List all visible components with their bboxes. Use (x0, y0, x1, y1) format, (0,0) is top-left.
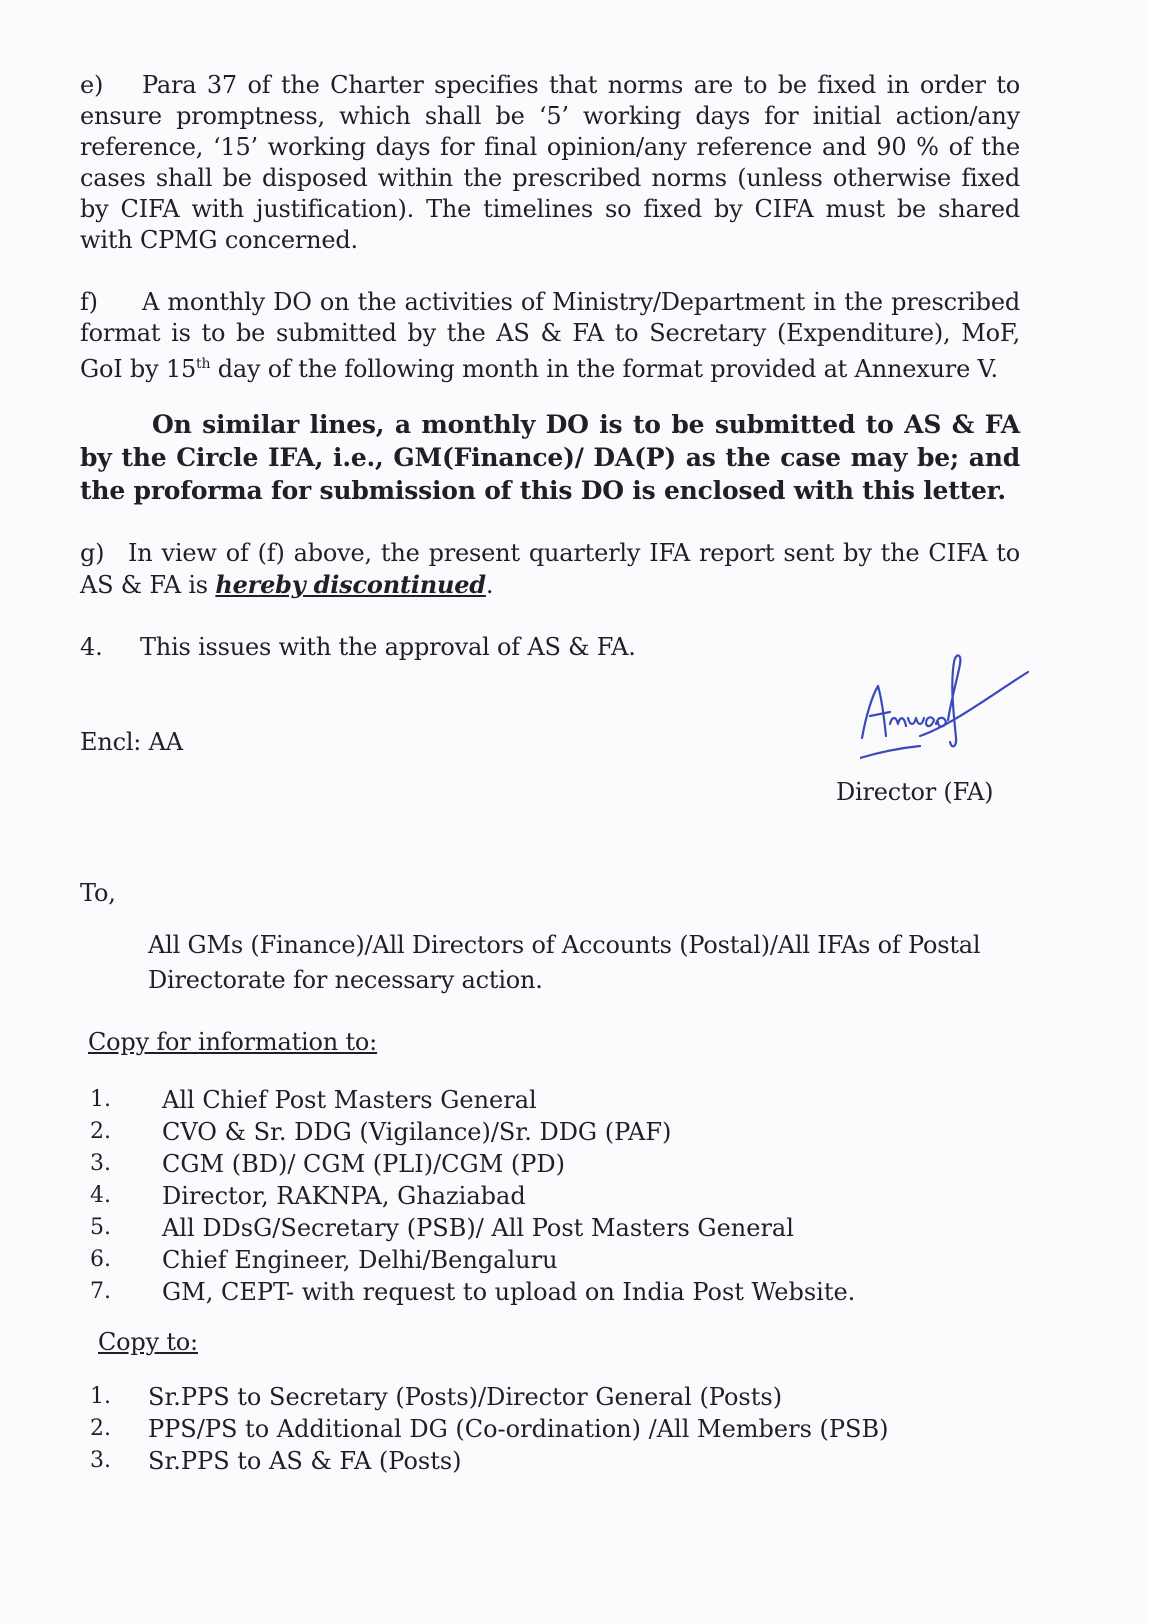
copy-info-heading: Copy for information to: (88, 1028, 378, 1056)
paragraph-text: In view of (f) above, the present quarterly IFA report sent by the CIFA to AS & FA is (80, 539, 1020, 599)
list-text: PPS/PS to Additional DG (Co-ordination) /All Members (PSB) (148, 1415, 889, 1443)
list-number: 2. (90, 1119, 111, 1144)
paragraph-e (80, 70, 1020, 256)
list-text: Director, RAKNPA, Ghaziabad (162, 1182, 526, 1210)
list-text: All DDsG/Secretary (PSB)/ All Post Masters General (162, 1214, 794, 1242)
superscript: th (196, 356, 211, 372)
signature-image (860, 646, 1030, 761)
paragraph-label: f) (80, 288, 98, 316)
paragraph-text-end: day of the following month in the format provided at Annexure V. (210, 355, 998, 383)
signatory-designation: Director (FA) (836, 778, 994, 806)
list-number: 2. (90, 1416, 111, 1441)
to-line-2: Directorate for necessary action. (148, 966, 543, 994)
paragraph-g (80, 538, 1020, 601)
list-text: Sr.PPS to Secretary (Posts)/Director General (Posts) (148, 1383, 783, 1411)
enclosure-note: Encl: AA (80, 728, 183, 756)
list-text: CGM (BD)/ CGM (PLI)/CGM (PD) (162, 1150, 566, 1178)
list-number: 5. (90, 1215, 111, 1240)
paragraph-f (80, 287, 1020, 385)
list-number: 1. (90, 1384, 111, 1409)
paragraph-label: 4. (80, 633, 103, 661)
list-text: CVO & Sr. DDG (Vigilance)/Sr. DDG (PAF) (162, 1118, 672, 1146)
paragraph-4 (80, 632, 636, 663)
paragraph-end: . (485, 571, 494, 599)
paragraph-text: A monthly DO on the activities of Ministry/Department in the prescribed format is to be submitted by the AS & FA to Secretary (Expenditure), MoF, GoI by 15 (80, 288, 1020, 383)
list-number: 1. (90, 1087, 111, 1112)
list-number: 6. (90, 1247, 111, 1272)
list-text: Sr.PPS to AS & FA (Posts) (148, 1447, 462, 1475)
to-label: To, (80, 879, 116, 907)
bold-paragraph: On similar lines, a monthly DO is to be submitted to AS & FA by the Circle IFA, i.e., GM(Finance)/ DA(P) as the case may be; and the proforma for submission of this DO is enclosed with this letter. (80, 410, 1020, 505)
list-number: 3. (90, 1151, 111, 1176)
paragraph-label: e) (80, 71, 104, 99)
list-text: Chief Engineer, Delhi/Bengaluru (162, 1246, 558, 1274)
paragraph-label: g) (80, 539, 105, 567)
to-line-1: All GMs (Finance)/All Directors of Accounts (Postal)/All IFAs of Postal (148, 931, 981, 959)
emphasis-text: hereby discontinued (215, 570, 486, 599)
list-number: 3. (90, 1448, 111, 1473)
list-text: GM, CEPT- with request to upload on India Post Website. (162, 1278, 856, 1306)
copy-to-heading: Copy to: (98, 1328, 198, 1356)
paragraph-text: This issues with the approval of AS & FA. (140, 633, 636, 661)
paragraph-text: Para 37 of the Charter specifies that norms are to be fixed in order to ensure promptness, which shall be ‘5’ working days for initial action/any reference, ‘15’ working days for final opinion/any reference and 90 % of the cases shall be disposed within the prescribed norms (unless otherwise fixed by CIFA with justification). The timelines so fixed by CIFA must be shared with CPMG concerned. (80, 71, 1020, 254)
list-number: 7. (90, 1279, 111, 1304)
list-number: 4. (90, 1183, 111, 1208)
list-text: All Chief Post Masters General (162, 1086, 537, 1114)
